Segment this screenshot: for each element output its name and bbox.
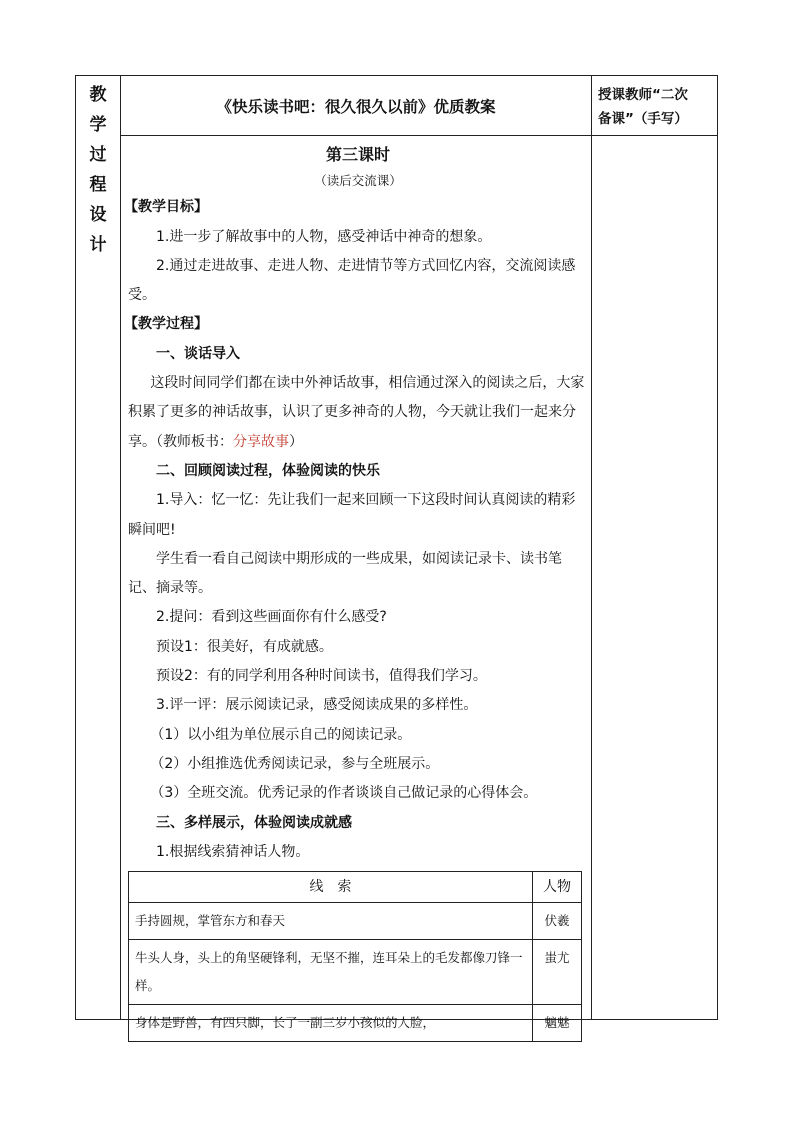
label-char: 教 (89, 85, 107, 105)
name-cell: 蚩尤 (533, 940, 582, 1005)
table-header-row (129, 872, 582, 903)
section-title: 三、多样展示，体验阅读成就感 (156, 814, 352, 831)
paragraph (128, 369, 588, 457)
clue-cell: 身体是野兽，有四只脚，长了一副三岁小孩似的人脸， (129, 1005, 533, 1042)
goal-item: 1.进一步了解故事中的人物，感受神话中神奇的想象。 (156, 228, 492, 245)
paragraph-text: ） (289, 433, 303, 450)
process-title: 【教学过程】 (124, 316, 208, 333)
paragraph: （2）小组推选优秀阅读记录，参与全班展示。 (150, 755, 440, 772)
clue-cell: 手持圆规，掌管东方和春天 (129, 903, 533, 940)
header-cell: 线 索 (129, 872, 533, 903)
label-char: 学 (89, 115, 107, 135)
paragraph: （3）全班交流。优秀记录的作者谈谈自己做记录的心得体会。 (150, 785, 538, 802)
paragraph: （1）以小组为单位展示自己的阅读记录。 (150, 726, 412, 743)
table-row (129, 903, 582, 940)
section-title: 二、回顾阅读过程，体验阅读的快乐 (156, 462, 380, 479)
column-divider-left (120, 75, 121, 1020)
column-divider-right (591, 75, 592, 1020)
section-label-vertical (76, 76, 120, 260)
label-char: 设 (89, 205, 107, 225)
lesson-body (124, 140, 588, 867)
header-row-divider (120, 135, 718, 136)
label-char: 计 (89, 235, 107, 255)
teacher-note-line: 授课教师“二次 (598, 87, 688, 103)
lesson-heading: 第三课时 (325, 145, 390, 164)
paragraph: 1.根据线索猜神话人物。 (156, 843, 310, 860)
label-char: 过 (89, 145, 107, 165)
name-cell: 魑魅 (533, 1005, 582, 1042)
label-char: 程 (89, 175, 107, 195)
paragraph: 学生看一看自己阅读中期形成的一些成果，如阅读记录卡、读书笔记、摘录等。 (128, 550, 562, 597)
section-title: 一、谈话导入 (156, 345, 240, 362)
clue-cell: 牛头人身，头上的角坚硬锋利，无坚不摧，连耳朵上的毛发都像刀锋一样。 (129, 940, 533, 1005)
paragraph: 1.导入：忆一忆：先让我们一起来回顾一下这段时间认真阅读的精彩瞬间吧! (128, 492, 576, 538)
document-title: 《快乐读书吧：很久很久以前》优质教案 (216, 98, 496, 116)
paragraph: 2.提问：看到这些画面你有什么感受? (156, 609, 387, 626)
teacher-note-header (598, 83, 716, 131)
teacher-note-line: 备课”（手写） (598, 111, 688, 127)
paragraph: 预设2：有的同学利用各种时间读书，值得我们学习。 (156, 668, 487, 685)
goals-title: 【教学目标】 (124, 199, 208, 216)
board-text: 分享故事 (233, 433, 289, 450)
clue-table (128, 871, 582, 1042)
paragraph: 3.评一评：展示阅读记录，感受阅读成果的多样性。 (156, 697, 478, 714)
table-row (129, 1005, 582, 1042)
table-row (129, 940, 582, 1005)
paragraph: 预设1：很美好，有成就感。 (156, 638, 333, 655)
header-cell: 人物 (533, 872, 582, 903)
paragraph-text: 这段时间同学们都在读中外神话故事，相信通过深入的阅读之后，大家积累了更多的神话故事，认识了更多神奇的人物，今天就让我们一起来分享。（教师板书： (128, 375, 585, 450)
lesson-subheading: （读后交流课） (314, 173, 402, 189)
goal-item: 2.通过走进故事、走进人物、走进情节等方式回忆内容，交流阅读感受。 (128, 257, 576, 304)
name-cell: 伏羲 (533, 903, 582, 940)
